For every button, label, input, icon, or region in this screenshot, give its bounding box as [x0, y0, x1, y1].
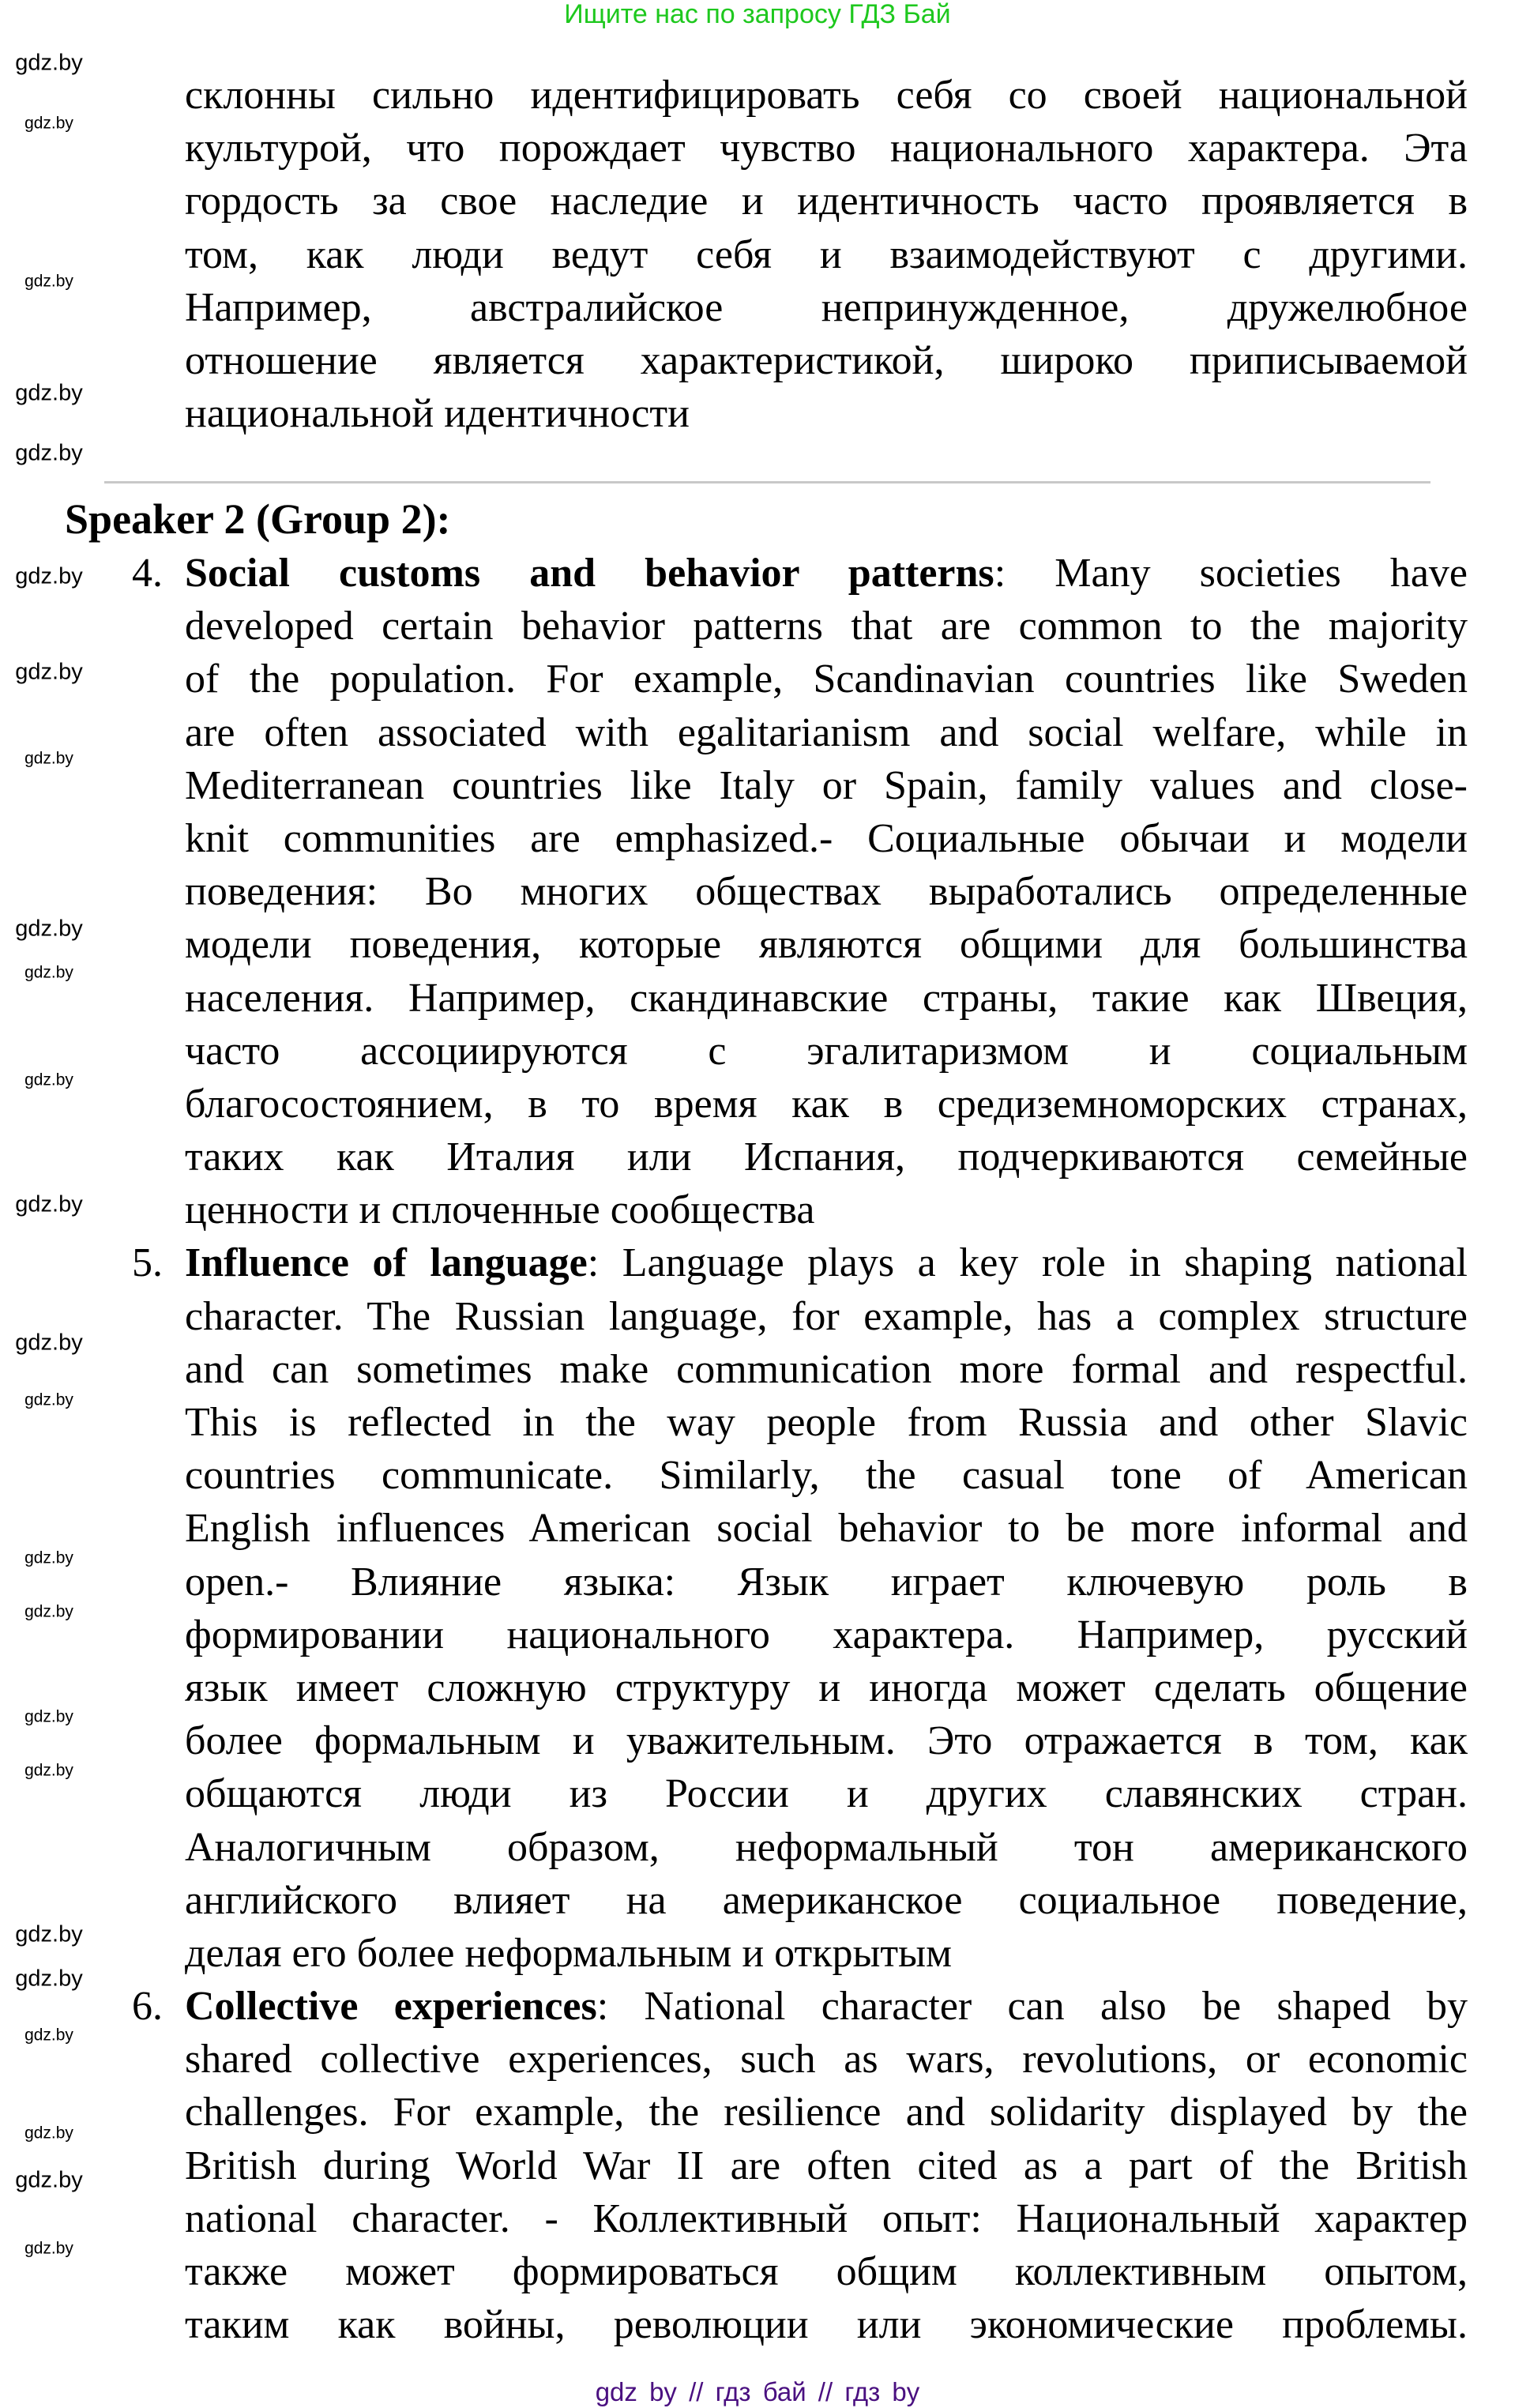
text-line: [185, 1714, 1468, 1767]
watermark: gdz.by: [24, 1761, 73, 1780]
text-line: [185, 547, 1468, 600]
line-text: гордость за свое наследие и идентичность часто проявляется в: [185, 179, 1468, 224]
watermark: gdz.by: [24, 1548, 73, 1567]
text-line: [185, 69, 1468, 122]
text-line: [185, 653, 1468, 705]
line-text: населения. Например, скандинавские страны, такие как Швеция,: [185, 975, 1468, 1021]
text-line: [185, 281, 1468, 334]
watermark: gdz.by: [24, 2026, 73, 2045]
line-text: countries communicate. Similarly, the casual tone of American: [185, 1453, 1468, 1499]
text-line: [185, 2298, 1468, 2351]
text-line: [185, 1767, 1468, 1820]
text-line: [185, 600, 1468, 653]
line-text: благосостоянием, в то время как в средиземноморских странах,: [185, 1081, 1468, 1127]
watermark: gdz.by: [24, 749, 73, 768]
watermark: gdz.by: [24, 272, 73, 291]
text-line: [185, 122, 1468, 175]
section-divider: [104, 481, 1430, 483]
line-text: shared collective experiences, such as wars, revolutions, or economic: [185, 2037, 1468, 2083]
line-text: отношение является характеристикой, широко приписываемой: [185, 337, 1468, 383]
text-line: [185, 228, 1468, 281]
item-number: 5.: [132, 1240, 163, 1286]
line-text: : Many societies have: [994, 551, 1468, 596]
list-item: [132, 1980, 1468, 2351]
line-text: Например, австралийское непринужденное, дружелюбное: [185, 284, 1468, 330]
text-line: [185, 972, 1468, 1025]
line-text: knit communities are emphasized.- Социальные обычаи и модели: [185, 815, 1468, 861]
text-line: [185, 759, 1468, 812]
text-line: [185, 2192, 1468, 2245]
line-text: open.- Влияние языка: Язык играет ключевую роль в: [185, 1559, 1468, 1605]
list-item: [132, 547, 1468, 1236]
line-text: делая его более неформальным и открытым: [185, 1930, 952, 1976]
text-line: [185, 812, 1468, 865]
watermark: gdz.by: [24, 2239, 73, 2258]
line-text: ценности и сплоченные сообщества: [185, 1187, 815, 1233]
line-text: English influences American social behavior to be more informal and: [185, 1506, 1468, 1552]
line-text: модели поведения, которые являются общими для большинства: [185, 922, 1468, 968]
text-line: [185, 1661, 1468, 1714]
line-text: склонны сильно идентифицировать себя со своей национальной: [185, 73, 1468, 118]
watermark: gdz.by: [15, 1330, 83, 1356]
search-hint-banner: Ищите нас по запросу ГДЗ Бай: [564, 0, 951, 29]
text-line: [185, 1396, 1468, 1449]
item-number: 4.: [132, 551, 163, 596]
watermark: gdz.by: [15, 50, 83, 76]
item-title: Social customs and behavior patterns: [185, 551, 994, 596]
line-text: and can sometimes make communication more formal and respectful.: [185, 1346, 1468, 1392]
line-text: более формальным и уважительным. Это отражается в том, как: [185, 1718, 1468, 1764]
line-text: British during World War II are often cited as a part of the British: [185, 2143, 1468, 2188]
line-text: are often associated with egalitarianism and social welfare, while in: [185, 709, 1468, 755]
watermark: gdz.by: [15, 1966, 83, 1992]
line-text: язык имеет сложную структуру и иногда может сделать общение: [185, 1665, 1468, 1710]
line-text: поведения: Во многих обществах выработались определенные: [185, 869, 1468, 915]
watermark: gdz.by: [24, 1070, 73, 1089]
line-text: national character. - Коллективный опыт: Национальный характер: [185, 2195, 1468, 2241]
text-line: [185, 2033, 1468, 2086]
line-text: общаются люди из России и других славянских стран.: [185, 1771, 1468, 1817]
text-line: [185, 1874, 1468, 1927]
text-line: [185, 1025, 1468, 1078]
line-text: культурой, что порождает чувство национального характера. Эта: [185, 126, 1468, 171]
text-line: [185, 1449, 1468, 1502]
text-line: [185, 918, 1468, 971]
text-line: [185, 1980, 1468, 2033]
text-line: [185, 1821, 1468, 1874]
watermark: gdz.by: [24, 1707, 73, 1726]
line-text: также может формироваться общим коллективным опытом,: [185, 2249, 1468, 2294]
line-text: challenges. For example, the resilience and solidarity displayed by the: [185, 2090, 1468, 2135]
item-number: 6.: [132, 1984, 163, 2030]
numbered-list: [132, 547, 1468, 2351]
line-text: This is reflected in the way people from Russia and other Slavic: [185, 1400, 1468, 1445]
text-line: [185, 2245, 1468, 2298]
footer-links: gdz by // гдз бай // гдз by: [595, 2377, 920, 2406]
line-text: таким как войны, революции или экономические проблемы.: [185, 2302, 1468, 2348]
line-text: : Language plays a key role in shaping national: [587, 1240, 1468, 1286]
watermark: gdz.by: [15, 440, 83, 466]
text-line: [185, 1343, 1468, 1396]
text-line: [185, 334, 1468, 387]
watermark: gdz.by: [15, 563, 83, 589]
intro-paragraph: [185, 69, 1468, 440]
text-line: [185, 1290, 1468, 1343]
text-line: [185, 175, 1468, 228]
watermark: gdz.by: [24, 1602, 73, 1621]
speaker-heading: Speaker 2 (Group 2):: [65, 495, 451, 543]
item-title: Collective experiences: [185, 1984, 597, 2030]
text-line: [185, 1502, 1468, 1555]
line-text: таких как Италия или Испания, подчеркиваются семейные: [185, 1134, 1468, 1180]
text-line: [185, 1183, 1468, 1236]
watermark: gdz.by: [15, 1921, 83, 1947]
watermark: gdz.by: [24, 114, 73, 133]
line-text: английского влияет на американское социальное поведение,: [185, 1877, 1468, 1923]
line-text: часто ассоциируются с эгалитаризмом и социальным: [185, 1028, 1468, 1074]
watermark: gdz.by: [15, 380, 83, 406]
line-text: национальной идентичности: [185, 391, 690, 437]
line-text: of the population. For example, Scandinavian countries like Sweden: [185, 657, 1468, 702]
text-line: [185, 2139, 1468, 2192]
text-line: [185, 1236, 1468, 1289]
text-line: [185, 865, 1468, 918]
line-text: Mediterranean countries like Italy or Spain, family values and close-: [185, 762, 1468, 808]
text-line: [185, 1131, 1468, 1183]
text-line: [185, 1078, 1468, 1131]
line-text: Аналогичным образом, неформальный тон американского: [185, 1824, 1468, 1870]
watermark: gdz.by: [15, 2167, 83, 2193]
text-line: [185, 706, 1468, 759]
line-text: character. The Russian language, for example, has a complex structure: [185, 1293, 1468, 1339]
line-text: том, как люди ведут себя и взаимодействуют с другими.: [185, 231, 1468, 277]
text-line: [185, 1608, 1468, 1661]
text-line: [185, 1556, 1468, 1608]
watermark: gdz.by: [15, 659, 83, 685]
watermark: gdz.by: [15, 1191, 83, 1217]
text-line: [185, 387, 1468, 440]
watermark: gdz.by: [15, 916, 83, 942]
text-line: [185, 2086, 1468, 2139]
line-text: : National character can also be shaped by: [596, 1984, 1468, 2030]
line-text: developed certain behavior patterns that are common to the majority: [185, 604, 1468, 649]
text-line: [185, 1927, 1468, 1980]
watermark: gdz.by: [24, 1390, 73, 1409]
line-text: формировании национального характера. Например, русский: [185, 1612, 1468, 1657]
watermark: gdz.by: [24, 963, 73, 982]
list-item: [132, 1236, 1468, 1980]
watermark: gdz.by: [24, 2124, 73, 2143]
item-title: Influence of language: [185, 1240, 588, 1286]
